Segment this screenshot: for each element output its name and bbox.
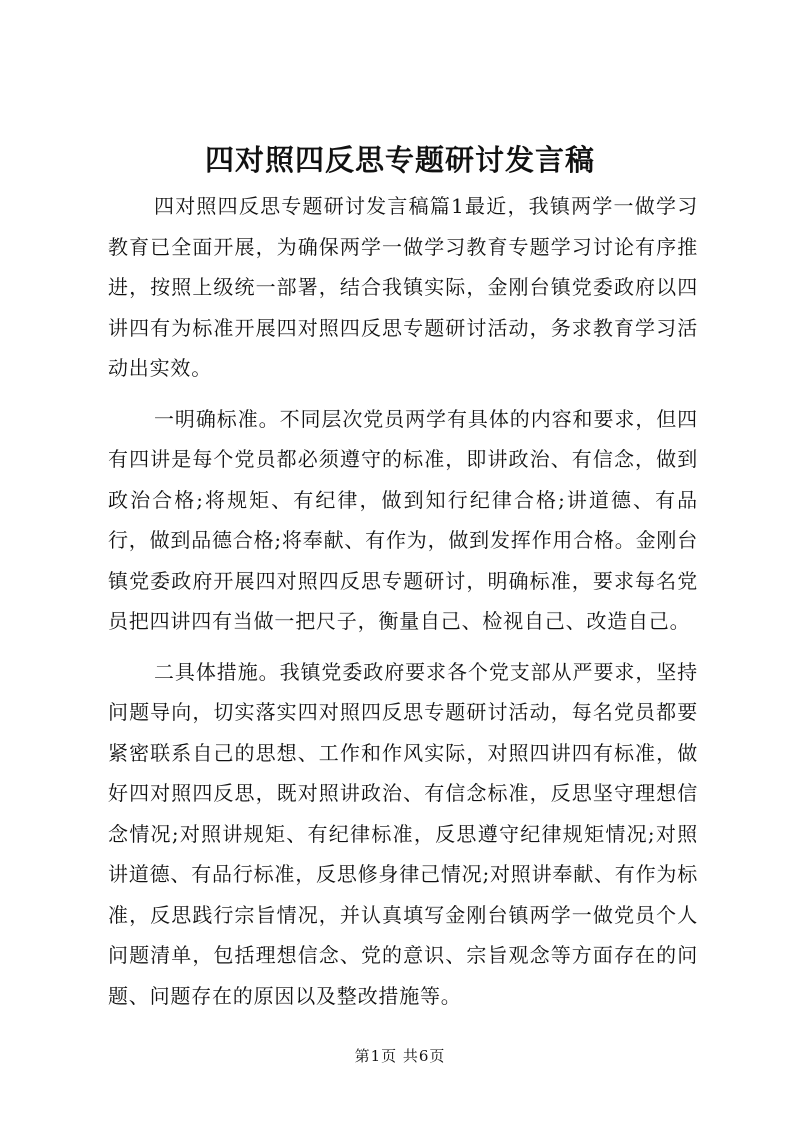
document-title: 四对照四反思专题研讨发言稿 xyxy=(204,143,595,177)
paragraph-measures: 二具体措施。我镇党委政府要求各个党支部从严要求，坚持问题导向，切实落实四对照四反思专题研讨活动，每名党员都要紧密联系自己的思想、工作和作风实际，对照四讲四有标准，做好四对照四反思，既对照讲政治、有信念标准，反思坚守理想信念情况;对照讲规矩、有纪律标准，反思遵守纪律规矩情况;对照讲道德、有品行标准，反思修身律己情况;对照讲奉献、有作为标准，反思践行宗旨情况，并认真填写金刚台镇两学一做党员个人问题清单，包括理想信念、党的意识、宗旨观念等方面存在的问题、问题存在的原因以及整改措施等。 xyxy=(108,659,698,1008)
page-number: 第1页 共6页 xyxy=(354,1047,446,1065)
document-body xyxy=(108,186,698,1026)
paragraph-intro: 四对照四反思专题研讨发言稿篇1最近，我镇两学一做学习教育已全面开展，为确保两学一做学习教育专题学习讨论有序推进，按照上级统一部署，结合我镇实际，金刚台镇党委政府以四讲四有为标准开展四对照四反思专题研讨活动，务求教育学习活动出实效。 xyxy=(108,194,698,380)
paragraph-standards: 一明确标准。不同层次党员两学有具体的内容和要求，但四有四讲是每个党员都必须遵守的标准，即讲政治、有信念，做到政治合格;将规矩、有纪律，做到知行纪律合格;讲道德、有品行，做到品德合格;将奉献、有作为，做到发挥作用合格。金刚台镇党委政府开展四对照四反思专题研讨，明确标准，要求每名党员把四讲四有当做一把尺子，衡量自己、检视自己、改造自己。 xyxy=(108,406,698,633)
